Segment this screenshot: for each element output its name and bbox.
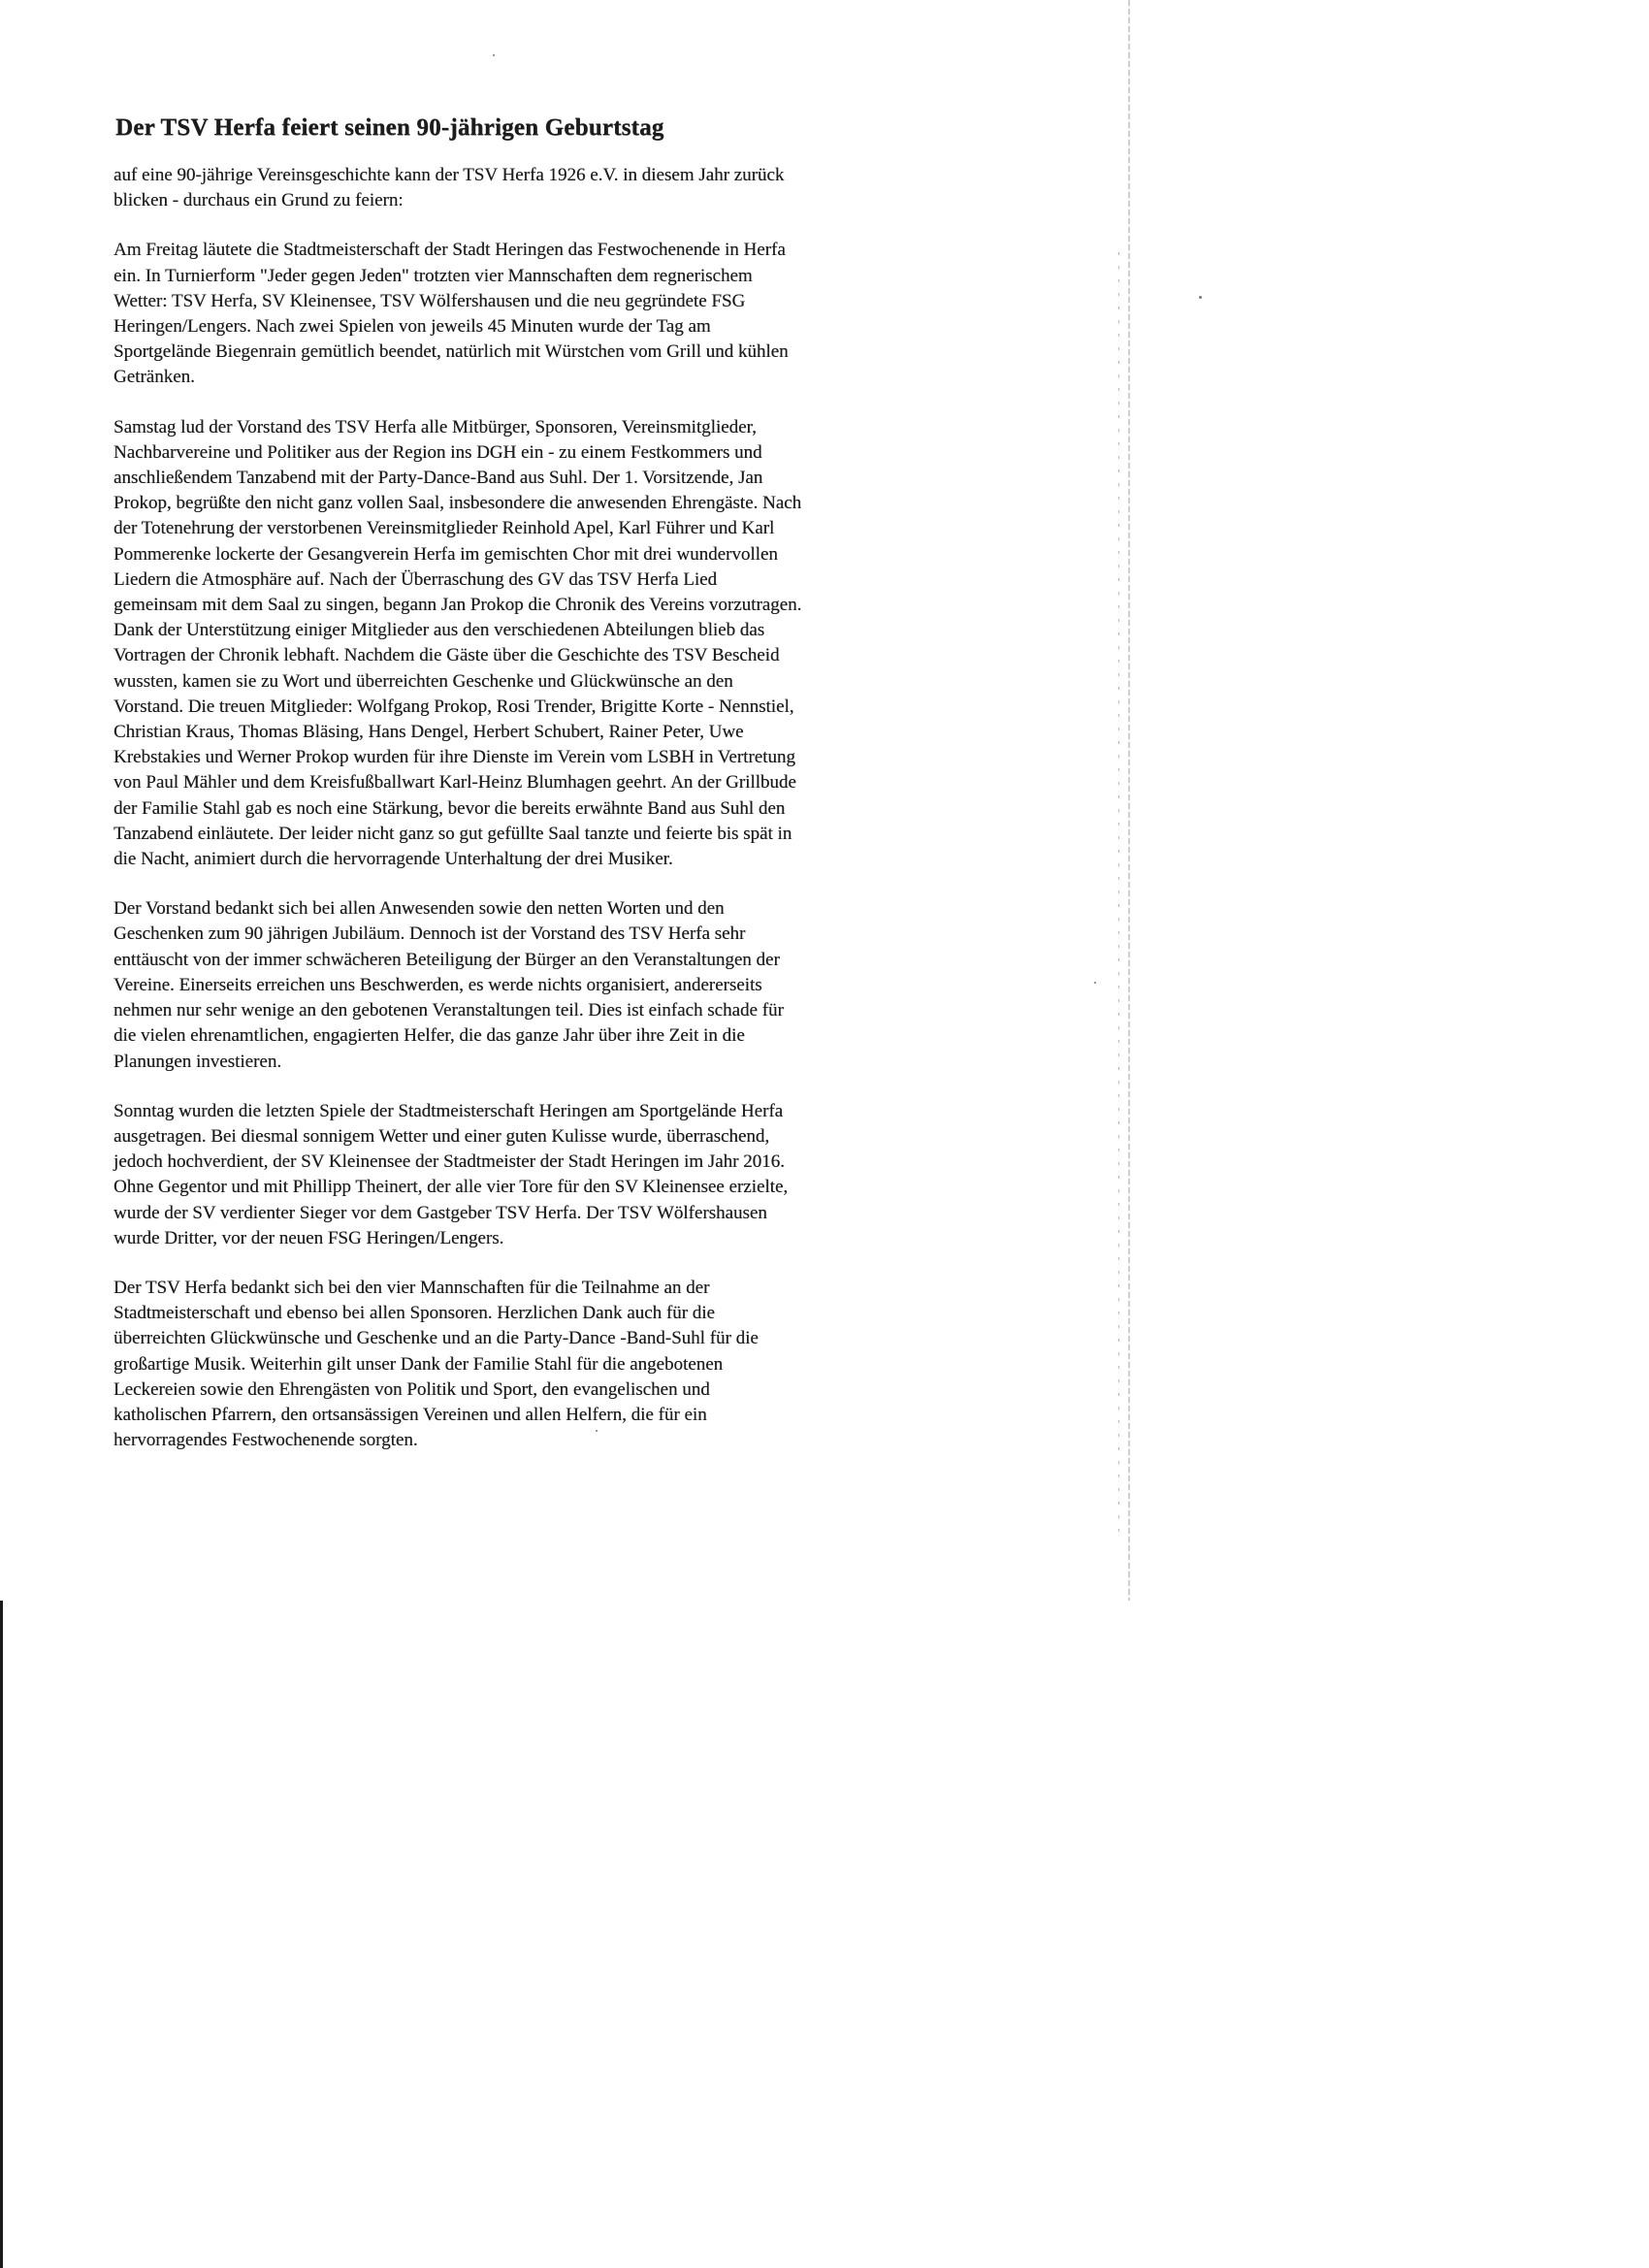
paragraph-intro: auf eine 90-jährige Vereinsgeschichte kann der TSV Herfa 1926 e.V. in diesem Jahr zurück blicken - durchaus ein Grund zu feiern:	[113, 165, 785, 211]
scan-speck	[493, 54, 495, 56]
scan-edge-right	[1128, 0, 1130, 1601]
document-body	[113, 114, 1083, 1477]
paragraph-board-thanks: Der Vorstand bedankt sich bei allen Anwesenden sowie den netten Worten und den Geschenken zum 90 jährigen Jubiläum. Dennoch ist der Vorstand des TSV Herfa sehr enttäuscht von der immer schwächeren Beteiligung der Bürger an den Veranstaltungen der Vereine. Einerseits erreichen uns Beschwerden, es werde nichts organisiert, andererseits nehmen nur sehr wenige an den gebotenen Veranstaltungen teil. Dies ist einfach schade für die vielen ehrenamtlichen, engagierten Helfer, die das ganze Jahr über ihre Zeit in die Planungen investieren.	[113, 898, 784, 1072]
paragraph-saturday: Samstag lud der Vorstand des TSV Herfa alle Mitbürger, Sponsoren, Vereinsmitglieder, Nachbarvereine und Politiker aus der Region ins DGH ein - zu einem Festkommers und anschließendem Tanzabend mit der Party-Dance-Band aus Suhl. Der 1. Vorsitzende, Jan Prokop, begrüßte den nicht ganz vollen Saal, insbesondere die anwesenden Ehrengäste. Nach der Totenehrung der verstorbenen Vereinsmitglieder Reinhold Apel, Karl Führer und Karl Pommerenke lockerte der Gesangverein Herfa im gemischten Chor mit drei wundervollen Liedern die Atmosphäre auf. Nach der Überraschung des GV das TSV Herfa Lied gemeinsam mit dem Saal zu singen, begann Jan Prokop die Chronik des Vereins vorzutragen. Dank der Unterstützung einiger Mitglieder aus den verschiedenen Abteilungen blieb das Vortragen der Chronik lebhaft. Nachdem die Gäste über die Geschichte des TSV Bescheid wussten, kamen sie zu Wort und überreichten Geschenke und Glückwünsche an den Vorstand. Die treuen Mitglieder: Wolfgang Prokop, Rosi Trender, Brigitte Korte - Nennstiel, Christian Kraus, Thomas Bläsing, Hans Dengel, Herbert Schubert, Rainer Peter, Uwe Krebstakies und Werner Prokop wurden für ihre Dienste im Verein vom LSBH in Vertretung von Paul Mähler und dem Kreisfußballwart Karl-Heinz Blumhagen geehrt. An der Grillbude der Familie Stahl gab es noch eine Stärkung, bevor die bereits erwähnte Band aus Suhl den Tanzabend einläutete. Der leider nicht ganz so gut gefüllte Saal tanzte und feierte bis spät in die Nacht, animiert durch die hervorragende Unterhaltung der drei Musiker.	[113, 416, 802, 870]
paragraph-friday: Am Freitag läutete die Stadtmeisterschaft der Stadt Heringen das Festwochenende in Herfa ein. In Turnierform "Jeder gegen Jeden" trotzten vier Mannschaften dem regnerischem Wetter: TSV Herfa, SV Kleinensee, TSV Wölfershausen und die neu gegründete FSG Heringen/Lengers. Nach zwei Spielen von jeweils 45 Minuten wurde der Tag am Sportgelände Biegenrain gemütlich beendet, natürlich mit Würstchen vom Grill und kühlen Getränken.	[113, 240, 789, 388]
scan-speck	[1199, 296, 1202, 299]
scan-edge-shadow	[1118, 252, 1119, 1533]
paragraph-closing-thanks: Der TSV Herfa bedankt sich bei den vier Mannschaften für die Teilnahme an der Stadtmeisterschaft und ebenso bei allen Sponsoren. Herzlichen Dank auch für die überreichten Glückwünsche und Geschenke und an die Party-Dance -Band-Suhl für die großartige Musik. Weiterhin gilt unser Dank der Familie Stahl für die angebotenen Leckereien sowie den Ehrengästen von Politik und Sport, den evangelischen und katholischen Pfarrern, den ortsansässigen Vereinen und allen Helfern, die für ein hervorragendes Festwochenende sorgten.	[113, 1277, 759, 1451]
scan-edge-left	[0, 1601, 3, 2268]
document-title: Der TSV Herfa feiert seinen 90-jährigen Geburtstag	[115, 114, 664, 141]
scan-speck	[1094, 982, 1096, 984]
paragraph-sunday: Sonntag wurden die letzten Spiele der Stadtmeisterschaft Heringen am Sportgelände Herfa ausgetragen. Bei diesmal sonnigem Wetter und einer guten Kulisse wurde, überraschend, jedoch hochverdient, der SV Kleinensee der Stadtmeister der Stadt Heringen im Jahr 2016. Ohne Gegentor und mit Phillipp Theinert, der alle vier Tore für den SV Kleinensee erzielte, wurde der SV verdienter Sieger vor dem Gastgeber TSV Herfa. Der TSV Wölfershausen wurde Dritter, vor der neuen FSG Heringen/Lengers.	[113, 1100, 789, 1248]
